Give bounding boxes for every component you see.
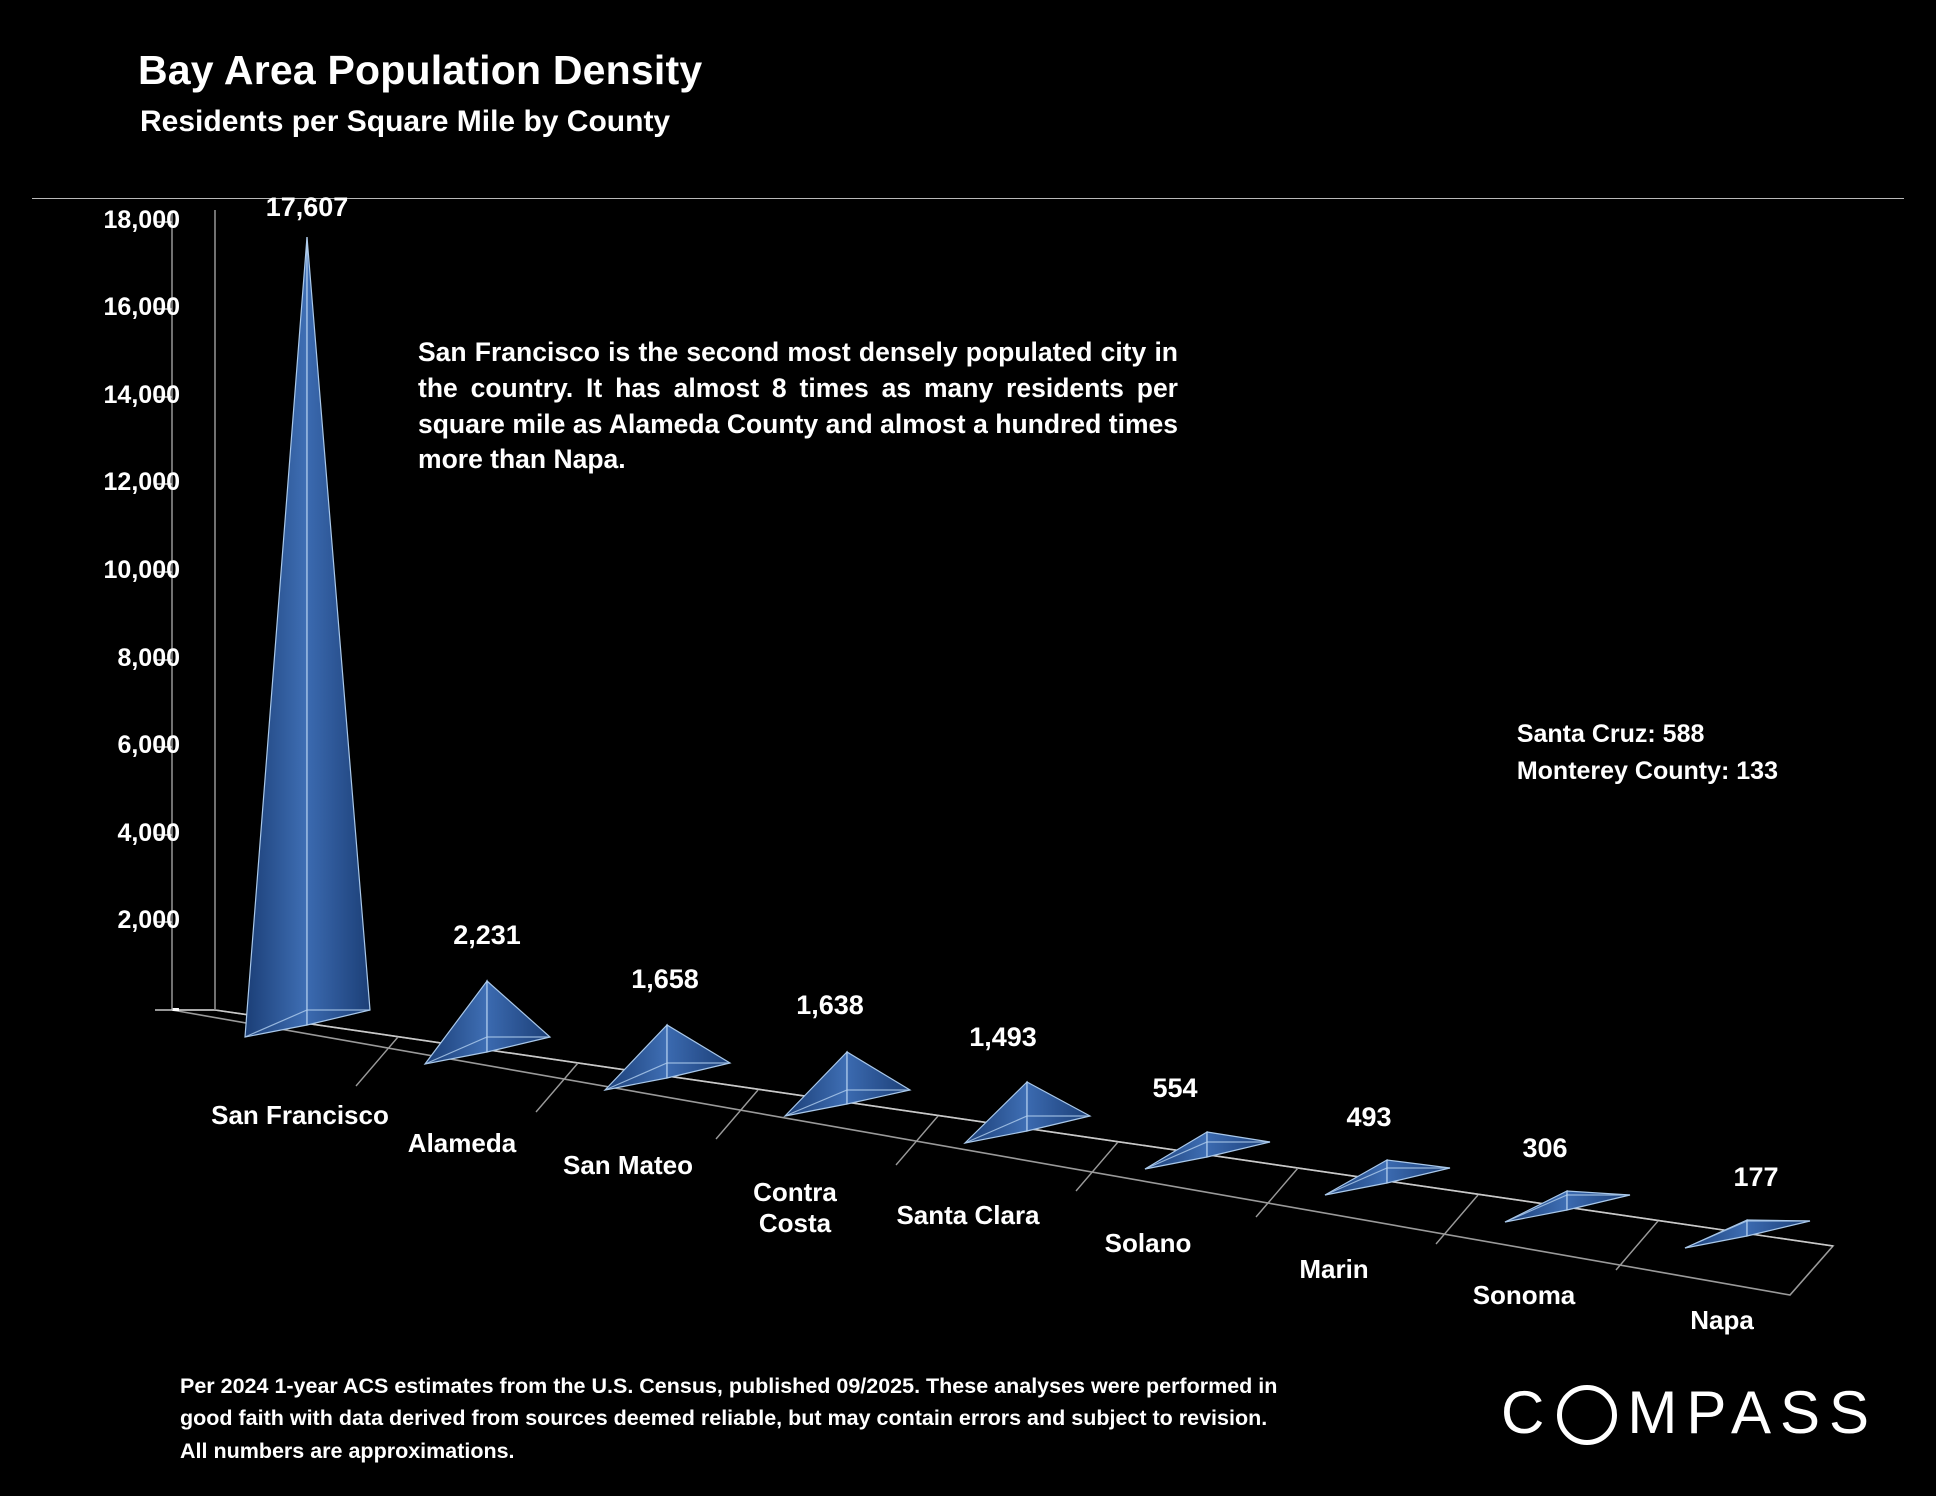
y-tick-12000: 12,000 — [103, 468, 180, 496]
y-tick-18000: 18,000 — [103, 206, 180, 234]
y-tick-16000: 16,000 — [103, 293, 180, 321]
category-label-marin: Marin — [1299, 1254, 1369, 1284]
value-label-san-francisco: 17,607 — [265, 192, 349, 222]
value-label-santa-clara: 1,493 — [969, 1022, 1037, 1052]
bar-alameda — [425, 981, 550, 1064]
category-label-napa: Napa — [1690, 1305, 1754, 1335]
y-tick-zero: - — [171, 994, 180, 1022]
y-tick-14000: 14,000 — [103, 381, 180, 409]
extra-values-note — [1517, 720, 1778, 794]
logo-letters-mpass: MPASS — [1627, 1379, 1878, 1446]
footnote: Per 2024 1-year ACS estimates from the U.S. Census, published 09/2025. These analyses were performed in good faith with data derived from sources deemed reliable, but may contain errors and subject to revision. All numbers are approximations. — [180, 1374, 1278, 1463]
value-label-alameda: 2,231 — [453, 920, 521, 950]
value-label-marin: 493 — [1346, 1102, 1392, 1132]
logo-letter-c: C — [1501, 1379, 1554, 1446]
value-label-solano: 554 — [1152, 1073, 1198, 1103]
page-title: Bay Area Population Density — [138, 47, 703, 93]
y-tick-2000: 2,000 — [117, 906, 180, 934]
category-label-santa-clara: Santa Clara — [896, 1200, 1040, 1230]
value-label-san-mateo: 1,658 — [631, 964, 699, 994]
category-label-solano: Solano — [1104, 1228, 1192, 1258]
category-label-sonoma: Sonoma — [1472, 1280, 1576, 1310]
compass-logo — [1501, 1378, 1878, 1447]
y-tick-10000: 10,000 — [103, 556, 180, 584]
extra-value-santa-cruz: Santa Cruz: 588 — [1516, 720, 1705, 748]
bar-san-francisco — [245, 237, 370, 1037]
y-tick-6000: 6,000 — [117, 731, 180, 759]
chart-area — [0, 192, 1936, 1335]
value-label-sonoma: 306 — [1522, 1133, 1568, 1163]
value-label-contra-costa: 1,638 — [796, 990, 864, 1020]
category-label-san-mateo: San Mateo — [562, 1150, 694, 1180]
logo-ring-icon — [1557, 1385, 1617, 1445]
category-label-san-francisco: San Francisco — [211, 1100, 389, 1130]
callout-text: San Francisco is the second most densely populated city in the country. It has almost 8 times as many residents per square mile as Alameda County and almost a hundred times more than Napa. — [418, 337, 1178, 475]
value-label-napa: 177 — [1733, 1162, 1779, 1192]
y-tick-4000: 4,000 — [117, 819, 180, 847]
page-subtitle: Residents per Square Mile by County — [140, 105, 671, 138]
y-tick-8000: 8,000 — [117, 644, 180, 672]
category-label-alameda: Alameda — [407, 1128, 517, 1158]
extra-value-monterey: Monterey County: 133 — [1516, 757, 1778, 785]
category-label-contra-costa: Contra Costa — [753, 1177, 837, 1238]
